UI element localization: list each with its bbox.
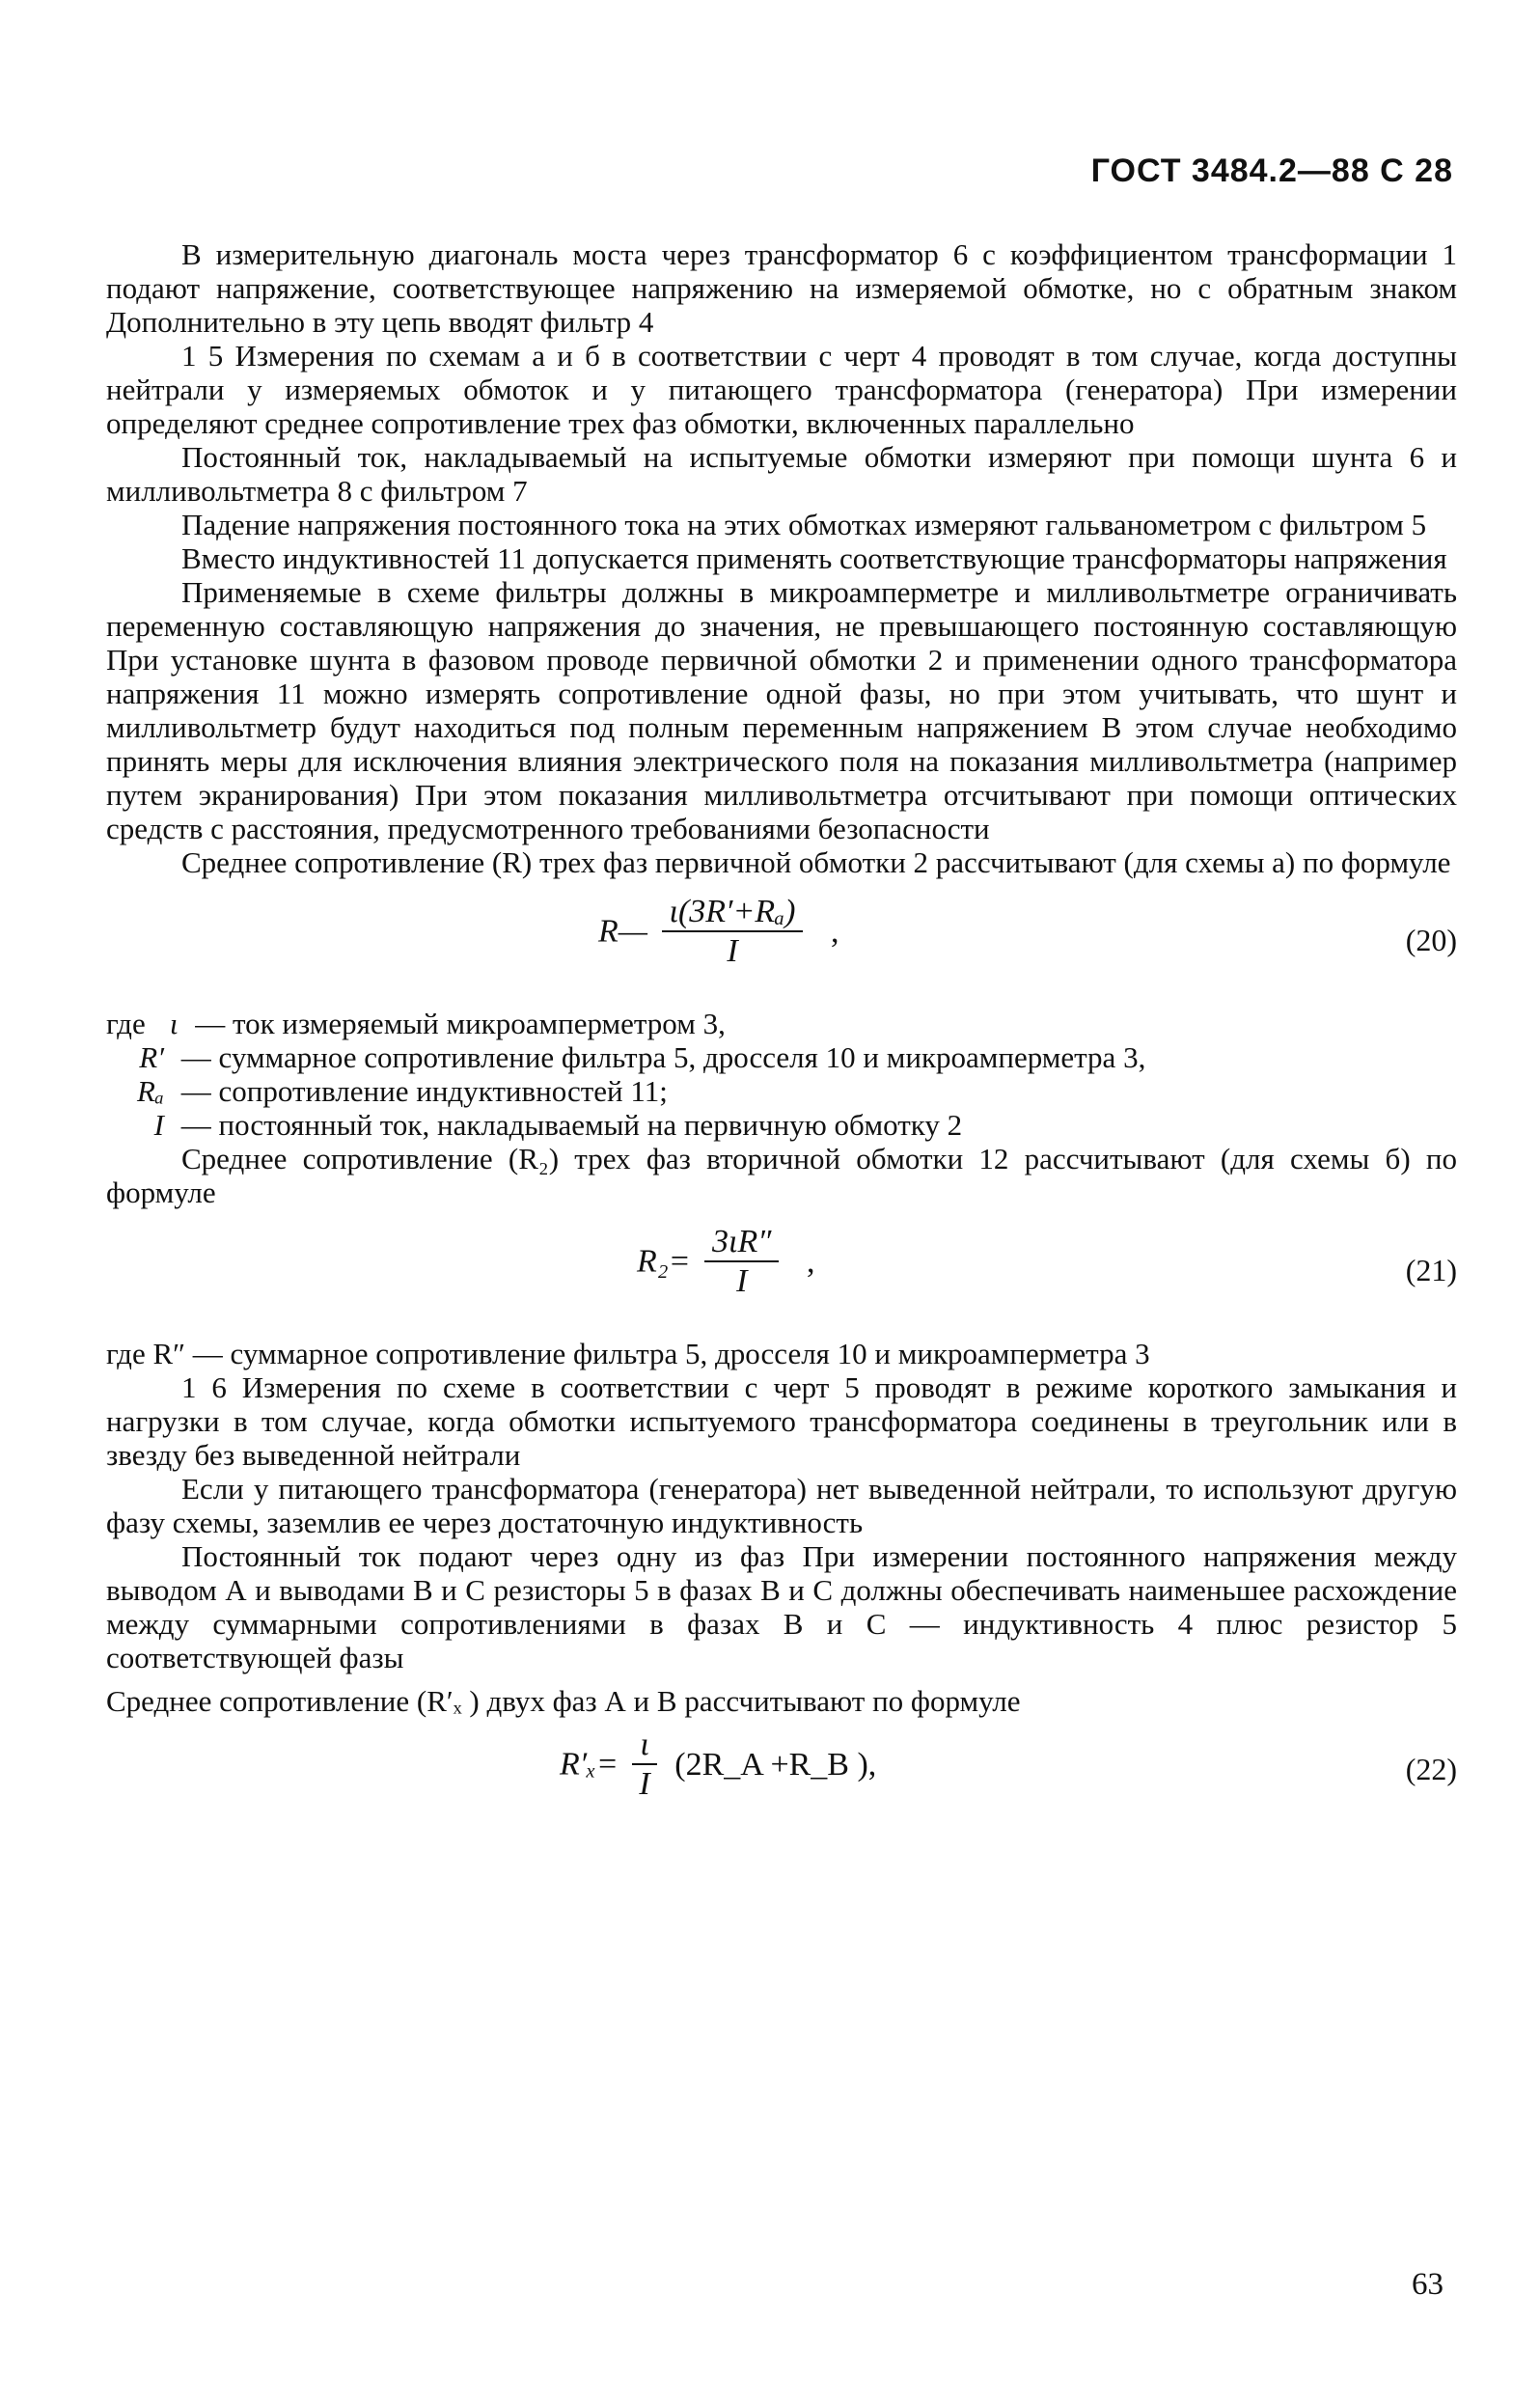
formula-legend-20 [106,1007,1457,1142]
paragraph: Постоянный ток подают через одну из фаз При измерении постоянного напряжения между выводом А и выводами В и С резисторы 5 в фазах В и С должны обеспечивать наименьшее расхождение между суммарными сопротивлениями в фазах В и С — индуктивность 4 плюс резистор 5 соответствующей фазы [106,1539,1457,1674]
paragraph: Постоянный ток, накладываемый на испытуемые обмотки измеряют при помощи шунта 6 и милливольтметра 8 с фильтром 7 [106,440,1457,508]
paragraph: 1 5 Измерения по схемам а и б в соответствии с черт 4 проводят в том случае, когда доступны нейтрали у измеряемых обмоток и у питающего трансформатора (генератора) При измерении определяют среднее сопротивление трех фаз обмотки, включенных параллельно [106,339,1457,440]
formula-fraction [662,895,804,968]
formula-22 [106,1724,1457,1820]
formula-20 [106,885,1457,1001]
formula-lhs: R— [598,913,647,950]
paragraph: В измерительную диагональ моста через трансформатор 6 с коэффициентом трансформации 1 подают напряжение, соответствующее напряжению на измеряемой обмотке, но с обратным знаком Дополнительно в эту цепь вводят фильтр 4 [106,237,1457,339]
formula-number: (20) [1405,923,1457,957]
formula-21 [106,1215,1457,1331]
formula-numerator: 3ιR″ [704,1225,779,1262]
formula-tail: , [830,913,839,950]
legend-row: I — постоянный ток, накладываемый на первичную обмотку 2 [153,1108,963,1142]
legend-row: где ι — ток измеряемый микроамперметром 3, [106,1007,726,1040]
formula-legend-21: где R″ — суммарное сопротивление фильтра 5, дросселя 10 и микроамперметра 3 [106,1337,1150,1370]
document-body [106,237,1457,1826]
formula-number: (21) [1405,1253,1457,1287]
paragraph: Падение напряжения постоянного тока на этих обмотках измеряют гальванометром с фильтром 5 [181,508,1427,541]
formula-numerator: ι [632,1728,656,1765]
legend-row: Rₐ — сопротивление индуктивностей 11; [136,1074,668,1108]
paragraph: Среднее сопротивление (R₂) трех фаз вторичной обмотки 12 рассчитывают (для схемы б) по формуле [106,1142,1457,1209]
legend-row: R′ — суммарное сопротивление фильтра 5, дросселя 10 и микроамперметра 3, [139,1040,1146,1074]
formula-lhs: R′ₓ= [560,1746,619,1783]
paragraph: Применяемые в схеме фильтры должны в микроамперметре и милливольтметре ограничивать переменную составляющую напряжения до значения, не превышающего постоянную составляющую При установке шунта в фазовом проводе первичной обмотки 2 и применении одного трансформатора напряжения 11 можно измерять сопротивление одной фазы, но при этом учитывать, что шунт и милливольтметр будут находиться под полным переменным напряжением В этом случае необходимо принять меры для исключения влияния электрического поля на показания милливольтметра (например путем экранирования) При этом показания милливольтметра отсчитывают при помощи оптических средств с расстояния, предусмотренного требованиями безопасности [106,575,1457,845]
formula-lhs: R₂= [637,1243,691,1280]
formula-tail: (2R_A +R_B ), [674,1746,877,1783]
paragraph: Если у питающего трансформатора (генератора) нет выведенной нейтрали, то используют другую фазу схемы, заземлив ее через достаточную индуктивность [106,1472,1457,1539]
paragraph: Среднее сопротивление (R) трех фаз первичной обмотки 2 рассчитывают (для схемы а) по формуле [181,845,1451,879]
formula-numerator: ι(3R′+Rₐ) [662,895,804,932]
paragraph: 1 6 Измерения по схеме в соответствии с черт 5 проводят в режиме короткого замыкания и нагрузки в том случае, когда обмотки испытуемого трансформатора соединены в треугольник или в звезду без выведенной нейтрали [106,1370,1457,1472]
paragraph: Среднее сопротивление (R′ₓ ) двух фаз А и В рассчитывают по формуле [106,1684,1021,1718]
formula-denominator: I [736,1263,748,1299]
formula-fraction [704,1225,779,1298]
formula-denominator: I [639,1766,650,1802]
paragraph: Вместо индуктивностей 11 допускается применять соответствующие трансформаторы напряжения [181,541,1447,575]
formula-denominator: I [727,933,738,969]
page-header: ГОСТ 3484.2—88 С 28 [1090,152,1453,189]
page-number: 63 [1412,2267,1444,2302]
formula-tail: , [806,1243,815,1280]
formula-number: (22) [1405,1752,1457,1786]
formula-fraction [632,1728,656,1801]
